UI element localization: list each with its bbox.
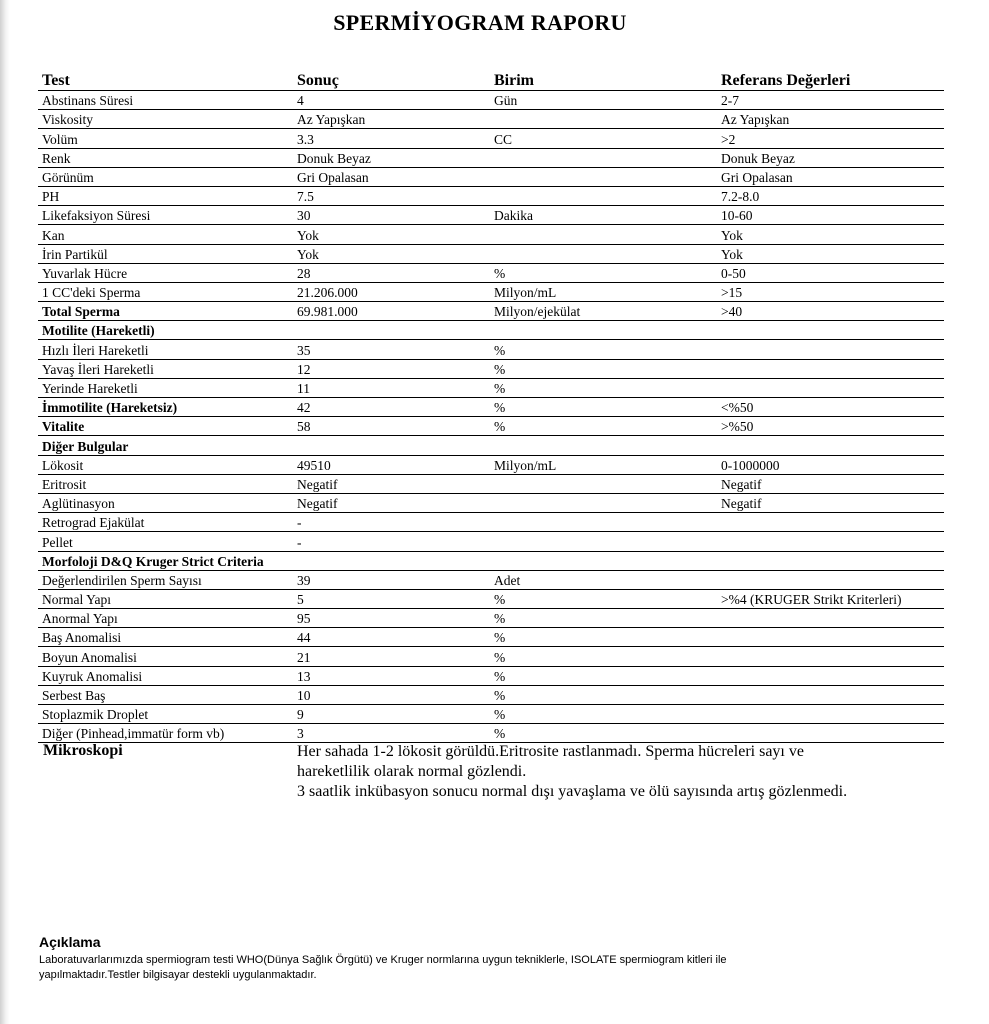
page-edge-shadow (0, 0, 10, 1024)
result-cell: Negatif (293, 474, 490, 493)
table-row (38, 705, 944, 724)
test-name-cell: Likefaksiyon Süresi (38, 206, 293, 225)
reference-cell (717, 570, 944, 589)
table-row (38, 225, 944, 244)
table-row (38, 570, 944, 589)
unit-cell: Dakika (490, 206, 717, 225)
reference-cell (717, 724, 944, 743)
reference-cell: Yok (717, 244, 944, 263)
result-cell: 30 (293, 206, 490, 225)
unit-cell (490, 186, 717, 205)
table-row (38, 532, 944, 551)
unit-cell: % (490, 378, 717, 397)
reference-cell (717, 359, 944, 378)
header-reference: Referans Değerleri (717, 67, 944, 91)
table-row (38, 455, 944, 474)
reference-cell: Yok (717, 225, 944, 244)
table-row (38, 359, 944, 378)
test-name-cell: Değerlendirilen Sperm Sayısı (38, 570, 293, 589)
table-row (38, 129, 944, 148)
result-cell: Donuk Beyaz (293, 148, 490, 167)
unit-cell (490, 513, 717, 532)
unit-cell: % (490, 647, 717, 666)
table-row (38, 685, 944, 704)
result-cell: 49510 (293, 455, 490, 474)
test-name-cell: Diğer (Pinhead,immatür form vb) (38, 724, 293, 743)
table-row (38, 589, 944, 608)
test-name-cell: Kuyruk Anomalisi (38, 666, 293, 685)
unit-cell (490, 436, 717, 455)
test-name-cell: İmmotilite (Hareketsiz) (38, 398, 293, 417)
result-cell: 10 (293, 685, 490, 704)
result-cell: 69.981.000 (293, 302, 490, 321)
result-cell: 58 (293, 417, 490, 436)
reference-cell (717, 321, 944, 340)
result-cell: 11 (293, 378, 490, 397)
reference-cell: Negatif (717, 474, 944, 493)
result-cell: 7.5 (293, 186, 490, 205)
results-table (38, 67, 944, 743)
unit-cell: % (490, 666, 717, 685)
table-row (38, 493, 944, 512)
unit-cell: % (490, 609, 717, 628)
result-cell: Yok (293, 244, 490, 263)
reference-cell: 0-50 (717, 263, 944, 282)
test-name-cell: 1 CC'deki Sperma (38, 282, 293, 301)
unit-cell (490, 110, 717, 129)
table-row (38, 417, 944, 436)
table-row (38, 474, 944, 493)
microscopy-line: Her sahada 1-2 lökosit görüldü.Eritrosite rastlanmadı. Sperma hücreleri sayı ve (297, 743, 804, 760)
unit-cell: Milyon/ejekülat (490, 302, 717, 321)
reference-cell: <%50 (717, 398, 944, 417)
test-name-cell: Motilite (Hareketli) (38, 321, 293, 340)
reference-cell (717, 378, 944, 397)
unit-cell: % (490, 589, 717, 608)
result-cell: 5 (293, 589, 490, 608)
test-name-cell: Viskosity (38, 110, 293, 129)
header-test: Test (38, 67, 293, 91)
result-cell (293, 436, 490, 455)
result-cell: 21 (293, 647, 490, 666)
unit-cell: % (490, 685, 717, 704)
test-name-cell: Görünüm (38, 167, 293, 186)
microscopy-line: hareketlilik olarak normal gözlendi. (297, 763, 527, 780)
table-row (38, 110, 944, 129)
table-row (38, 436, 944, 455)
reference-cell (717, 609, 944, 628)
test-name-cell: Yavaş İleri Hareketli (38, 359, 293, 378)
reference-cell (717, 513, 944, 532)
table-row (38, 263, 944, 282)
reference-cell (717, 551, 944, 570)
reference-cell (717, 532, 944, 551)
result-cell: 44 (293, 628, 490, 647)
reference-cell (717, 436, 944, 455)
table-row (38, 609, 944, 628)
result-cell: 28 (293, 263, 490, 282)
table-row (38, 167, 944, 186)
table-row (38, 628, 944, 647)
unit-cell (490, 321, 717, 340)
test-name-cell: Aglütinasyon (38, 493, 293, 512)
reference-cell (717, 340, 944, 359)
reference-cell: Negatif (717, 493, 944, 512)
table-row (38, 513, 944, 532)
unit-cell: Gün (490, 91, 717, 110)
unit-cell: % (490, 359, 717, 378)
header-unit: Birim (490, 67, 717, 91)
test-name-cell: Kan (38, 225, 293, 244)
unit-cell: % (490, 398, 717, 417)
test-name-cell: Renk (38, 148, 293, 167)
report-title: SPERMİYOGRAM RAPORU (333, 10, 627, 35)
unit-cell (490, 474, 717, 493)
result-cell (293, 321, 490, 340)
unit-cell: Adet (490, 570, 717, 589)
result-cell: 4 (293, 91, 490, 110)
unit-cell: Milyon/mL (490, 282, 717, 301)
table-row (38, 91, 944, 110)
test-name-cell: Serbest Baş (38, 685, 293, 704)
unit-cell: % (490, 417, 717, 436)
reference-cell (717, 666, 944, 685)
unit-cell (490, 225, 717, 244)
explanation-text (39, 953, 939, 983)
unit-cell: % (490, 340, 717, 359)
test-name-cell: Pellet (38, 532, 293, 551)
result-cell: 21.206.000 (293, 282, 490, 301)
explanation-line: yapılmaktadır.Testler bilgisayar destekli uygulanmaktadır. (39, 969, 317, 981)
test-name-cell: Abstinans Süresi (38, 91, 293, 110)
reference-cell: >15 (717, 282, 944, 301)
result-cell: 39 (293, 570, 490, 589)
microscopy-label: Mikroskopi (43, 742, 123, 759)
reference-cell (717, 647, 944, 666)
table-row (38, 724, 944, 743)
unit-cell (490, 532, 717, 551)
reference-cell: 0-1000000 (717, 455, 944, 474)
result-cell: 9 (293, 705, 490, 724)
test-name-cell: Boyun Anomalisi (38, 647, 293, 666)
unit-cell (490, 244, 717, 263)
unit-cell (490, 551, 717, 570)
test-name-cell: Morfoloji D&Q Kruger Strict Criteria (38, 551, 293, 570)
result-cell: 12 (293, 359, 490, 378)
microscopy-line: 3 saatlik inkübasyon sonucu normal dışı yavaşlama ve ölü sayısında artış gözlenmedi. (297, 783, 848, 800)
unit-cell: % (490, 724, 717, 743)
table-row (38, 666, 944, 685)
result-cell: 35 (293, 340, 490, 359)
table-row (38, 282, 944, 301)
table-header-row (38, 67, 944, 91)
test-name-cell: Yuvarlak Hücre (38, 263, 293, 282)
test-name-cell: Yerinde Hareketli (38, 378, 293, 397)
test-name-cell: Anormal Yapı (38, 609, 293, 628)
explanation-title: Açıklama (39, 934, 101, 950)
result-cell: Negatif (293, 493, 490, 512)
table-row (38, 186, 944, 205)
table-row (38, 302, 944, 321)
table-row (38, 398, 944, 417)
reference-cell (717, 628, 944, 647)
reference-cell: 7.2-8.0 (717, 186, 944, 205)
explanation-line: Laboratuvarlarımızda spermiogram testi WHO(Dünya Sağlık Örgütü) ve Kruger normlarına uygun tekniklerle, ISOLATE spermiogram kitleri ile (39, 954, 727, 966)
result-cell: 3 (293, 724, 490, 743)
result-cell: Az Yapışkan (293, 110, 490, 129)
test-name-cell: Normal Yapı (38, 589, 293, 608)
unit-cell: % (490, 705, 717, 724)
result-cell: 42 (293, 398, 490, 417)
test-name-cell: Volüm (38, 129, 293, 148)
unit-cell: % (490, 628, 717, 647)
table-row (38, 647, 944, 666)
table-row (38, 206, 944, 225)
result-cell: 95 (293, 609, 490, 628)
test-name-cell: Vitalite (38, 417, 293, 436)
test-name-cell: İrin Partikül (38, 244, 293, 263)
test-name-cell: Eritrosit (38, 474, 293, 493)
table-row (38, 244, 944, 263)
unit-cell: Milyon/mL (490, 455, 717, 474)
table-body (38, 91, 944, 743)
reference-cell: Gri Opalasan (717, 167, 944, 186)
reference-cell: Az Yapışkan (717, 110, 944, 129)
result-cell: 3.3 (293, 129, 490, 148)
table-row (38, 551, 944, 570)
reference-cell: >%50 (717, 417, 944, 436)
result-cell: - (293, 532, 490, 551)
table-row (38, 378, 944, 397)
test-name-cell: Diğer Bulgular (38, 436, 293, 455)
result-cell: - (293, 513, 490, 532)
unit-cell (490, 148, 717, 167)
microscopy-text (297, 742, 947, 802)
test-name-cell: PH (38, 186, 293, 205)
reference-cell: >40 (717, 302, 944, 321)
table-row (38, 321, 944, 340)
header-result: Sonuç (293, 67, 490, 91)
test-name-cell: Baş Anomalisi (38, 628, 293, 647)
test-name-cell: Retrograd Ejakülat (38, 513, 293, 532)
test-name-cell: Stoplazmik Droplet (38, 705, 293, 724)
result-cell (293, 551, 490, 570)
unit-cell (490, 167, 717, 186)
reference-cell: >%4 (KRUGER Strikt Kriterleri) (717, 589, 944, 608)
test-name-cell: Lökosit (38, 455, 293, 474)
unit-cell: CC (490, 129, 717, 148)
reference-cell (717, 705, 944, 724)
reference-cell: >2 (717, 129, 944, 148)
unit-cell: % (490, 263, 717, 282)
result-cell: Gri Opalasan (293, 167, 490, 186)
reference-cell: Donuk Beyaz (717, 148, 944, 167)
table-row (38, 340, 944, 359)
unit-cell (490, 493, 717, 512)
result-cell: Yok (293, 225, 490, 244)
reference-cell: 10-60 (717, 206, 944, 225)
test-name-cell: Total Sperma (38, 302, 293, 321)
reference-cell (717, 685, 944, 704)
result-cell: 13 (293, 666, 490, 685)
reference-cell: 2-7 (717, 91, 944, 110)
test-name-cell: Hızlı İleri Hareketli (38, 340, 293, 359)
table-row (38, 148, 944, 167)
